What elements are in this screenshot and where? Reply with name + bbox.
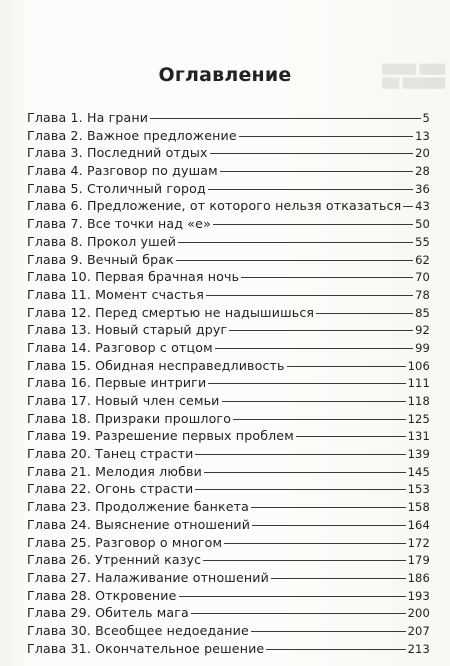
toc-entry-title: Глава 18. Призраки прошлого	[27, 410, 232, 426]
toc-leader-line	[208, 383, 405, 384]
toc-entry-title: Глава 3. Последний отдых	[27, 145, 208, 161]
toc-entry	[27, 144, 430, 162]
toc-entry-page: 193	[407, 588, 430, 603]
toc-entry-page: 78	[415, 287, 430, 302]
toc-entry	[27, 569, 430, 587]
toc-entry-page: 111	[407, 376, 430, 391]
toc-leader-line	[316, 313, 413, 314]
toc-entry-page: 5	[422, 111, 430, 125]
toc-entry-page: 158	[407, 500, 430, 515]
toc-entry	[27, 604, 430, 622]
toc-entry	[27, 516, 430, 534]
toc-entry-title: Глава 6. Предложение, от которого нельзя отказаться	[27, 198, 402, 214]
toc-entry	[27, 622, 430, 640]
page-title: Оглавление	[158, 64, 292, 86]
toc-leader-line	[220, 171, 413, 172]
table-of-contents	[27, 109, 430, 657]
toc-entry	[27, 197, 430, 215]
toc-leader-line	[229, 330, 413, 331]
toc-entry-title: Глава 13. Новый старый друг	[27, 322, 228, 338]
toc-entry-page: 43	[415, 199, 430, 214]
toc-entry	[27, 251, 430, 269]
toc-entry-title: Глава 23. Продолжение банкета	[27, 499, 249, 515]
toc-leader-line	[252, 525, 406, 526]
toc-entry-page: 186	[407, 570, 430, 585]
toc-entry-title: Глава 9. Вечный брак	[27, 251, 174, 267]
toc-entry-title: Глава 1. На грани	[27, 110, 149, 125]
toc-leader-line	[178, 242, 413, 243]
toc-leader-line	[251, 507, 406, 508]
toc-entry-page: 106	[407, 358, 430, 373]
toc-entry-title: Глава 11. Момент счастья	[27, 286, 204, 302]
toc-entry-title: Глава 5. Столичный город	[27, 180, 206, 196]
toc-leader-line	[210, 153, 413, 154]
toc-entry-page: 131	[407, 429, 430, 444]
toc-entry-page: 145	[407, 464, 430, 479]
toc-leader-line	[271, 578, 406, 579]
toc-leader-line	[195, 454, 405, 455]
toc-entry-page: 20	[415, 146, 430, 161]
toc-leader-line	[222, 401, 406, 402]
toc-entry	[27, 304, 430, 322]
toc-leader-line	[176, 260, 413, 261]
toc-entry	[27, 427, 430, 445]
toc-entry	[27, 321, 430, 339]
toc-entry-page: 207	[407, 623, 430, 638]
toc-leader-line	[287, 366, 406, 367]
toc-entry-page: 70	[415, 270, 430, 285]
toc-entry	[27, 162, 430, 180]
toc-leader-line	[213, 224, 413, 225]
toc-entry-title: Глава 24. Выяснение отношений	[27, 516, 251, 532]
toc-leader-line	[215, 348, 413, 349]
toc-entry-page: 85	[415, 305, 430, 320]
toc-entry-title: Глава 19. Разрешение первых проблем	[27, 428, 294, 444]
toc-entry	[27, 374, 430, 392]
toc-entry-title: Глава 22. Огонь страсти	[27, 481, 194, 497]
toc-entry	[27, 339, 430, 357]
toc-leader-line	[191, 613, 406, 614]
toc-entry-title: Глава 29. Обитель мага	[27, 605, 189, 621]
toc-entry	[27, 498, 430, 516]
toc-entry-title: Глава 14. Разговор с отцом	[27, 339, 213, 355]
toc-entry-page: 92	[415, 323, 430, 338]
toc-entry-title: Глава 17. Новый член семьи	[27, 393, 220, 408]
toc-entry	[27, 215, 430, 233]
toc-entry-title: Глава 27. Налаживание отношений	[27, 569, 269, 585]
toc-entry-title: Глава 21. Мелодия любви	[27, 463, 202, 479]
toc-entry	[27, 286, 430, 304]
toc-leader-line	[241, 277, 413, 278]
toc-entry	[27, 268, 430, 286]
toc-entry-page: 179	[407, 553, 430, 568]
toc-entry-page: 153	[407, 482, 430, 497]
toc-entry-page: 13	[415, 128, 430, 143]
toc-entry	[27, 357, 430, 375]
toc-leader-line	[266, 649, 405, 650]
toc-leader-line	[203, 560, 405, 561]
toc-entry	[27, 640, 430, 658]
toc-leader-line	[150, 118, 420, 119]
show-through-text: ▇▇▇ ▇▇▇▇ ▇▇▇▇▇ ▇▇	[382, 62, 445, 89]
toc-entry-title: Глава 8. Прокол ушей	[27, 233, 177, 249]
toc-leader-line	[233, 419, 406, 420]
toc-entry-title: Глава 2. Важное предложение	[27, 127, 237, 143]
toc-entry-page: 172	[407, 535, 430, 550]
toc-entry-title: Глава 20. Танец страсти	[27, 446, 194, 462]
toc-entry-page: 99	[415, 340, 430, 355]
toc-entry-page: 118	[407, 394, 430, 408]
toc-entry-title: Глава 7. Все точки над «е»	[27, 216, 211, 232]
toc-leader-line	[179, 596, 406, 597]
toc-entry-title: Глава 28. Откровение	[27, 587, 177, 603]
toc-leader-line	[195, 489, 405, 490]
toc-entry-title: Глава 4. Разговор по душам	[27, 163, 218, 179]
toc-entry-page: 36	[415, 181, 430, 196]
toc-entry-page: 125	[407, 411, 430, 426]
toc-entry-page: 213	[407, 641, 430, 656]
toc-entry-page: 62	[415, 252, 430, 267]
toc-entry-page: 139	[407, 447, 430, 462]
toc-leader-line	[296, 436, 406, 437]
toc-entry	[27, 233, 430, 251]
toc-entry-page: 50	[415, 217, 430, 232]
toc-entry-title: Глава 25. Разговор о многом	[27, 534, 223, 550]
toc-entry-title: Глава 12. Перед смертью не надышишься	[27, 304, 315, 320]
toc-leader-line	[403, 206, 413, 207]
toc-entry-title: Глава 10. Первая брачная ночь	[27, 269, 240, 285]
toc-entry-title: Глава 30. Всеобщее недоедание	[27, 622, 249, 638]
toc-leader-line	[204, 472, 406, 473]
toc-leader-line	[239, 136, 413, 137]
toc-entry-page: 28	[415, 164, 430, 179]
toc-entry-title: Глава 15. Обидная несправедливость	[27, 357, 285, 373]
toc-entry	[27, 534, 430, 552]
toc-entry	[27, 410, 430, 428]
toc-entry	[27, 392, 430, 410]
toc-leader-line	[224, 543, 405, 544]
toc-entry	[27, 445, 430, 463]
toc-entry	[27, 463, 430, 481]
toc-leader-line	[251, 631, 406, 632]
toc-entry-page: 200	[407, 606, 430, 621]
toc-entry	[27, 109, 430, 127]
toc-entry-title: Глава 26. Утренний казус	[27, 552, 202, 568]
toc-leader-line	[206, 295, 413, 296]
toc-entry-title: Глава 16. Первые интриги	[27, 375, 207, 391]
toc-entry	[27, 480, 430, 498]
toc-leader-line	[208, 189, 413, 190]
toc-entry	[27, 180, 430, 198]
toc-entry	[27, 127, 430, 145]
toc-entry	[27, 587, 430, 605]
toc-entry	[27, 551, 430, 569]
toc-entry-title: Глава 31. Окончательное решение	[27, 640, 265, 656]
toc-entry-page: 164	[407, 517, 430, 532]
toc-entry-page: 55	[415, 234, 430, 249]
